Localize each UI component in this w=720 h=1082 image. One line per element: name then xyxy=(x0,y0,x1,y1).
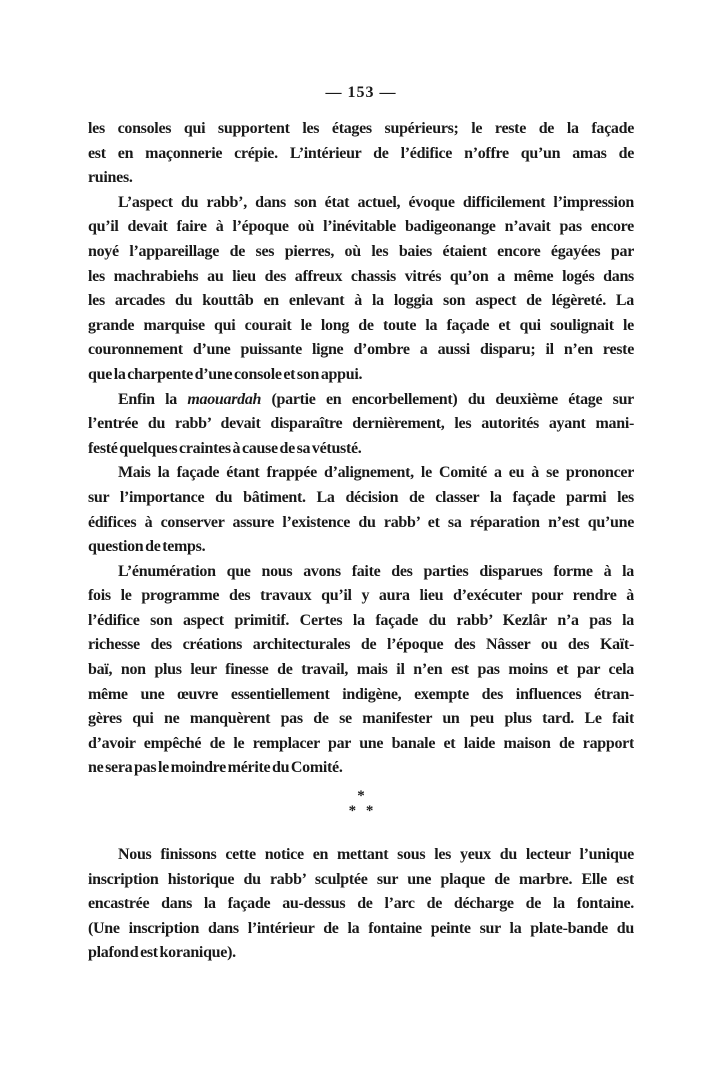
page-number-header: — 153 — xyxy=(325,84,397,101)
text-line: gères qui ne manquèrent pas de se manifester un peu plus tard. Le fait xyxy=(88,710,634,728)
text-line: grande marquise qui courait le long de toute la façade et qui soulignait le xyxy=(88,316,634,334)
text-line: encastrée dans la façade au-dessus de l’arc de décharge de la fontaine. xyxy=(88,895,634,913)
text-line: les arcades du kouttâb en enlevant à la loggia son aspect de légèreté. La xyxy=(88,292,634,310)
text-line: baï, non plus leur finesse de travail, mais il n’en est pas moins et par cela xyxy=(88,661,634,679)
text-line: fois le programme des travaux qu’il y aura lieu d’exécuter pour rendre à xyxy=(88,587,634,605)
asterisk-pair: * * xyxy=(348,803,374,820)
text-line: l’édifice son aspect primitif. Certes la façade du rabb’ Kezlâr n’a pas la xyxy=(88,611,634,629)
text-line: sur l’importance du bâtiment. La décision de classer la façade parmi les xyxy=(88,488,634,506)
paragraph xyxy=(88,388,634,462)
text-line: Mais la façade étant frappée d’alignement, le Comité a eu à se prononcer xyxy=(118,464,634,482)
text-line: Nous finissons cette notice en mettant sous les yeux du lecteur l’unique xyxy=(118,846,634,864)
text-line: qu’il devait faire à l’époque où l’inévitable badigeonange n’avait pas encore xyxy=(88,218,634,236)
text-line: inscription historique du rabb’ sculptée sur une plaque de marbre. Elle est xyxy=(88,870,634,888)
text-line: couronnement d’une puissante ligne d’ombre a aussi disparu; il n’en reste xyxy=(88,341,634,359)
text-line: L’énumération que nous avons faite des parties disparues forme à la xyxy=(118,562,634,580)
text-line: ne sera pas le moindre mérite du Comité. xyxy=(88,759,343,777)
text-line: festé quelques craintes à cause de sa vétusté. xyxy=(88,439,362,457)
text-segment: (partie en encorbellement) du deuxième étage sur xyxy=(261,390,634,408)
text-line: question de temps. xyxy=(88,538,206,556)
text-block xyxy=(88,117,634,966)
paragraph xyxy=(88,117,634,191)
text-line: les consoles qui supportent les étages supérieurs; le reste de la façade xyxy=(88,120,634,137)
text-line: que la charpente d’une console et son appui. xyxy=(88,365,363,383)
paragraph xyxy=(88,461,634,559)
text-line: ruines. xyxy=(88,169,133,187)
text-line: (Une inscription dans l’intérieur de la fontaine peinte sur la plate-bande du xyxy=(88,919,634,937)
asterism-separator xyxy=(88,789,634,819)
asterisk-top: * xyxy=(357,788,365,805)
paragraph xyxy=(88,843,634,966)
text-line: noyé l’appareillage de ses pierres, où les baies étaient encore égayées par xyxy=(88,242,634,260)
italic-term: maouardah xyxy=(187,390,262,408)
text-line: richesse des créations architecturales de l’époque des Nâsser ou des Kaït- xyxy=(88,636,634,654)
text-line: plafond est koranique). xyxy=(88,944,236,962)
text-line: L’aspect du rabb’, dans son état actuel, évoque difficilement l’impression xyxy=(118,193,634,211)
text-line xyxy=(88,388,634,413)
text-line: même une œuvre essentiellement indigène, exempte des influences étran- xyxy=(88,685,634,703)
text-line: d’avoir empêché de le remplacer par une banale et laide maison de rapport xyxy=(88,734,634,752)
paragraph xyxy=(88,560,634,781)
text-line: les machrabiehs au lieu des affreux chassis vitrés qu’on a même logés dans xyxy=(88,267,634,285)
paragraph xyxy=(88,191,634,388)
text-segment: Enfin la xyxy=(118,390,188,408)
text-line: l’entrée du rabb’ devait disparaître dernièrement, les autorités ayant mani- xyxy=(88,415,634,433)
text-line: édifices à conserver assure l’existence du rabb’ et sa réparation n’est qu’une xyxy=(88,513,634,531)
text-line: est en maçonnerie crépie. L’intérieur de l’édifice n’offre qu’un amas de xyxy=(88,144,634,162)
